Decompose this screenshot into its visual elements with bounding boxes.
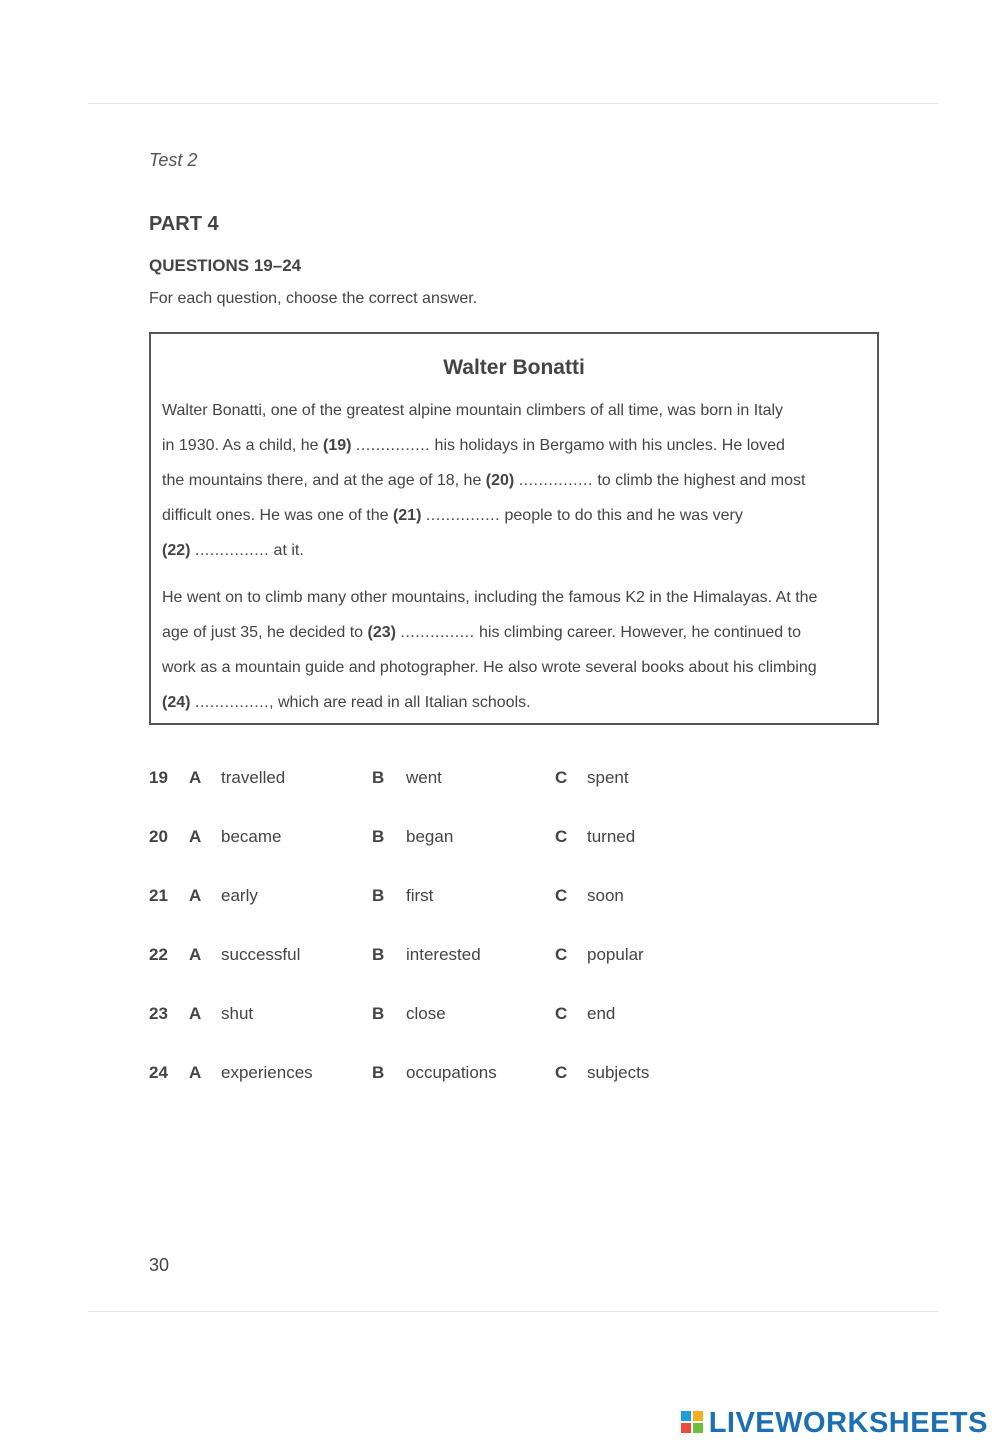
text-span: difficult ones. He was one of the: [162, 507, 393, 524]
option-c[interactable]: soon: [587, 886, 624, 905]
question-number: 20: [149, 827, 168, 846]
text-span: age of just 35, he decided to: [162, 624, 368, 641]
option-c[interactable]: turned: [587, 827, 636, 846]
text-span: people to do this and he was very: [500, 507, 743, 524]
option-a[interactable]: became: [221, 827, 282, 846]
option-b[interactable]: occupations: [406, 1063, 497, 1082]
gap-number-19: (19): [323, 437, 352, 454]
option-b[interactable]: first: [406, 886, 434, 905]
text-span: in 1930. As a child, he: [162, 437, 323, 454]
question-number: 23: [149, 1004, 168, 1023]
text-line: [162, 393, 805, 428]
text-span: his climbing career. However, he continued to: [474, 624, 801, 641]
option-letter-c: C: [555, 768, 568, 787]
question-number: 19: [149, 768, 168, 787]
text-line: [162, 428, 805, 463]
option-c[interactable]: end: [587, 1004, 616, 1023]
text-span: to climb the highest and most: [592, 472, 806, 489]
test-label: Test 2: [149, 150, 198, 170]
option-letter-a: A: [189, 768, 202, 787]
text-line: [162, 650, 817, 685]
bottom-divider: [88, 1311, 938, 1312]
gap-number-21: (21): [392, 507, 422, 524]
option-letter-c: C: [555, 886, 568, 905]
option-b[interactable]: began: [406, 827, 454, 846]
text-span: his holidays in Bergamo with his uncles. He loved: [430, 437, 785, 454]
gap-23[interactable]: ...............: [400, 624, 475, 641]
option-letter-b: B: [372, 1063, 385, 1082]
text-title: Walter Bonatti: [443, 356, 585, 379]
option-a[interactable]: experiences: [221, 1063, 313, 1082]
gap-number-22: (22): [162, 542, 191, 559]
option-b[interactable]: interested: [406, 945, 481, 964]
text-span: the mountains there, and at the age of 18, he: [162, 472, 486, 489]
text-line: [162, 463, 805, 498]
gap-number-20: (20): [485, 472, 515, 489]
option-letter-a: A: [189, 886, 202, 905]
question-row: [149, 819, 709, 878]
text-span: at it.: [269, 542, 304, 559]
option-letter-c: C: [555, 945, 568, 964]
text-span: work as a mountain guide and photographer. He also wrote several books about his climbing: [162, 659, 817, 676]
answer-options: [149, 760, 709, 1114]
part-title: PART 4: [149, 213, 219, 235]
text-line: [162, 615, 817, 650]
question-row: [149, 937, 709, 996]
gap-20[interactable]: ...............: [518, 472, 593, 489]
option-b[interactable]: went: [406, 768, 442, 787]
top-divider: [88, 103, 938, 104]
question-row: [149, 1055, 709, 1114]
option-letter-a: A: [189, 1004, 202, 1023]
option-c[interactable]: spent: [587, 768, 629, 787]
gap-21[interactable]: ...............: [425, 507, 501, 524]
option-letter-c: C: [555, 827, 568, 846]
option-letter-a: A: [189, 827, 202, 846]
text-line: [162, 498, 805, 533]
gap-19[interactable]: ...............: [355, 437, 431, 454]
gap-24[interactable]: ...............: [194, 694, 270, 711]
option-a[interactable]: shut: [221, 1004, 254, 1023]
gap-22[interactable]: ...............: [194, 542, 270, 559]
option-a[interactable]: successful: [221, 945, 301, 964]
paragraph-2: [162, 580, 817, 720]
instruction-text: For each question, choose the correct answer.: [149, 290, 478, 307]
liveworksheets-brand[interactable]: [681, 1405, 988, 1441]
option-letter-b: B: [372, 886, 385, 905]
option-letter-c: C: [555, 1004, 568, 1023]
option-c[interactable]: subjects: [587, 1063, 650, 1082]
option-c[interactable]: popular: [587, 945, 644, 964]
text-line: [162, 533, 805, 568]
option-a[interactable]: travelled: [221, 768, 286, 787]
text-span: Walter Bonatti, one of the greatest alpine mountain climbers of all time, was born in Italy: [162, 402, 784, 419]
gap-number-23: (23): [367, 624, 396, 641]
text-span: , which are read in all Italian schools.: [269, 694, 531, 711]
option-b[interactable]: close: [406, 1004, 446, 1023]
question-number: 22: [149, 945, 168, 964]
option-letter-a: A: [189, 1063, 202, 1082]
option-letter-b: B: [372, 945, 385, 964]
question-row: [149, 760, 709, 819]
question-number: 21: [149, 886, 168, 905]
option-letter-b: B: [372, 827, 385, 846]
text-span: He went on to climb many other mountains, including the famous K2 in the Himalayas. At the: [162, 589, 818, 606]
question-row: [149, 996, 709, 1055]
option-letter-b: B: [372, 768, 385, 787]
question-number: 24: [149, 1063, 168, 1082]
text-line: [162, 580, 817, 615]
gap-number-24: (24): [162, 694, 191, 711]
reading-text-box: [149, 332, 879, 725]
option-a[interactable]: early: [221, 886, 258, 905]
page-number: 30: [149, 1255, 170, 1275]
paragraph-1: [162, 393, 805, 568]
text-line: [162, 685, 817, 720]
question-row: [149, 878, 709, 937]
option-letter-b: B: [372, 1004, 385, 1023]
questions-title: QUESTIONS 19–24: [149, 256, 302, 275]
brand-name: LIVEWORKSHEETS: [708, 1406, 988, 1439]
option-letter-a: A: [189, 945, 202, 964]
option-letter-c: C: [555, 1063, 568, 1082]
liveworksheets-logo-icon: [681, 1411, 705, 1435]
